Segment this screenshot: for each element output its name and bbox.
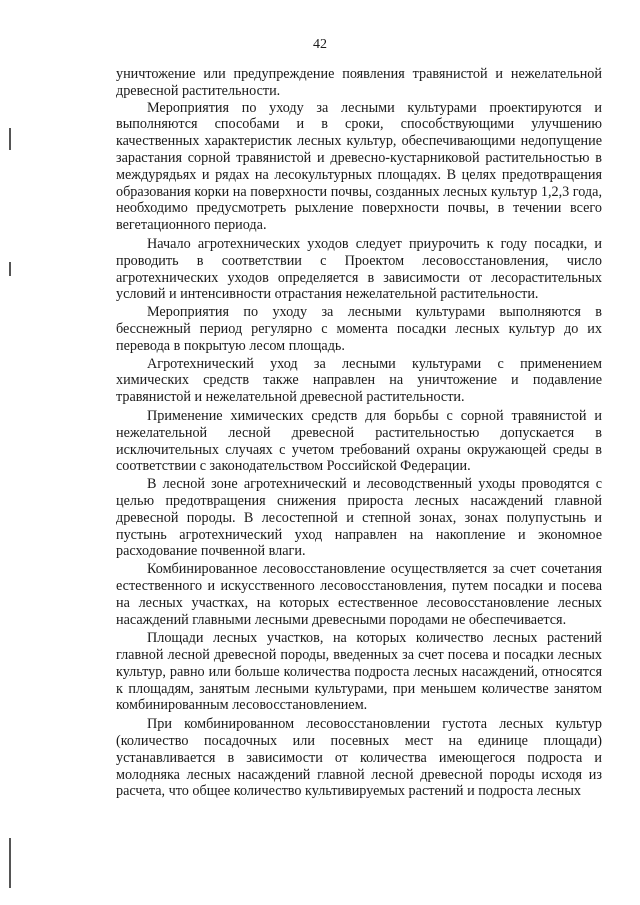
scan-edge-mark (9, 128, 11, 150)
page-number: 42 (313, 37, 327, 52)
paragraph: Агротехнический уход за лесными культурами с применением химических средств также направлен на уничтожение и подавление травянистой и нежелательной древесной растительности. (116, 355, 602, 406)
paragraph: Мероприятия по уходу за лесными культурами выполняются в бесснежный период регулярно с момента посадки лесных культур до их перевода в покрытую лесом площадь. (116, 304, 602, 354)
paragraph: Площади лесных участков, на которых количество лесных растений главной лесной древесной породы, введенных за счет посева и посадки лесных культур, равно или больше количества подроста лесных насаждений, относятся к площадям, занятым лесными культурами, при меньшем количестве занятом комбинированным лесовосстановлением. (116, 630, 602, 714)
paragraph: Комбинированное лесовосстановление осуществляется за счет сочетания естественного и искусственного лесовосстановления, путем посадки и посева на лесных участках, на которых естественное лесовосстановление лесных насаждений главными лесными древесными породами не обеспечивается. (116, 561, 602, 628)
scan-edge-mark (9, 262, 11, 276)
paragraph: Начало агротехнических уходов следует приурочить к году посадки, и проводить в соответствии с Проектом лесовосстановления, число агротехнических уходов определяется в зависимости от лесорастительных условий и интенсивности отрастания нежелательной растительности. (116, 235, 602, 303)
paragraph: Применение химических средств для борьбы с сорной травянистой и нежелательной лесной древесной растительностью допускается в исключительных случаях с учетом требований охраны окружающей среды в соответствии с законодательством Российской Федерации. (116, 407, 602, 475)
paragraph: При комбинированном лесовосстановлении густота лесных культур (количество посадочных или посевных мест на единице площади) устанавливается в зависимости от количества имеющегося подроста и молодняка лесных насаждений главной лесной древесной породы исходя из расчета, что общее количество культивируемых растений и подроста лесных (116, 716, 602, 800)
paragraph: Мероприятия по уходу за лесными культурами проектируются и выполняются способами и в сроки, способствующими улучшению качественных характеристик лесных культур, обеспечивающими недопущение зарастания сорной травянистой и древесно-кустарниковой растительностью в междурядьях и рядах на лесокультурных площадях. В целях предотвращения образования корки на поверхности почвы, созданных лесных культур 1,2,3 года, необходимо предусмотреть рыхление поверхности почвы, в течении всего вегетационного периода. (116, 99, 602, 234)
paragraph: уничтожение или предупреждение появления травянистой и нежелательной древесной растительности. (116, 66, 602, 99)
scan-edge-mark (9, 838, 11, 888)
body-text (116, 66, 602, 800)
paragraph: В лесной зоне агротехнический и лесоводственный уходы проводятся с целью предотвращения снижения прироста лесных насаждений главной древесной породы. В лесостепной и степной зонах, зонах полупустынь и пустынь агротехнический уход направлен на накопление и экономное расходование почвенной влаги. (116, 476, 602, 560)
